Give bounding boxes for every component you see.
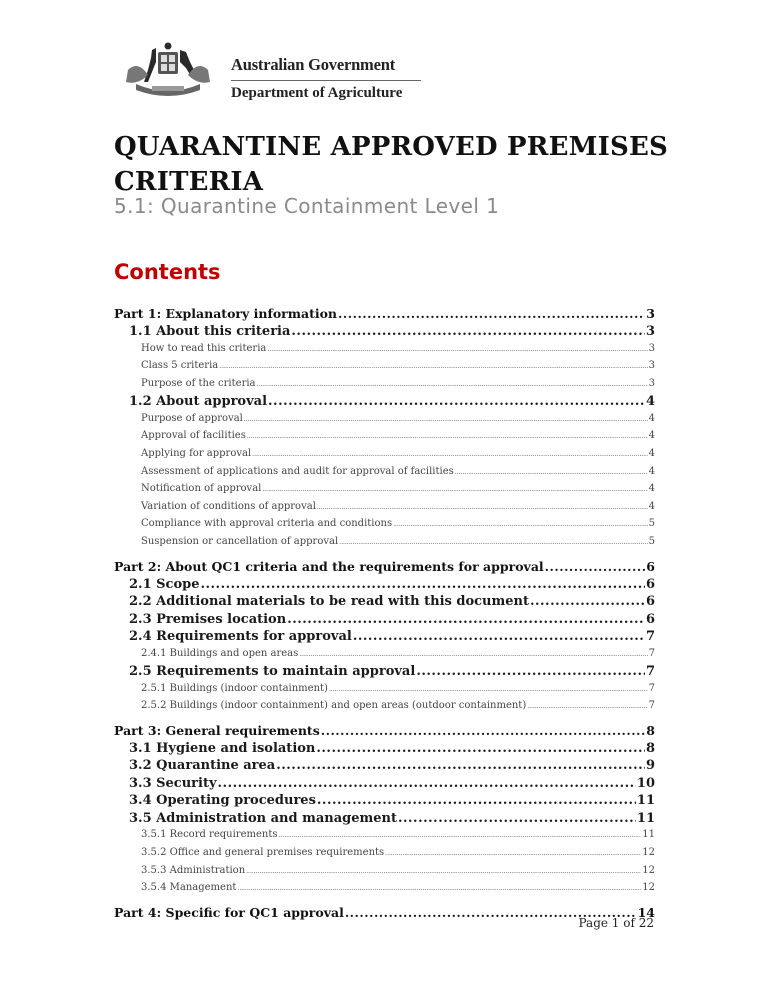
toc-entry-page: 6 (645, 594, 655, 610)
toc-entry-page: 8 (645, 740, 655, 756)
toc-entry[interactable] (114, 628, 655, 646)
toc-entry-page: 11 (636, 793, 655, 809)
toc-entry-label: 3.3 Security (129, 775, 217, 791)
toc-dot-leader (317, 792, 636, 810)
toc-entry-page: 4 (645, 394, 655, 410)
toc-entry-label: 3.5.1 Record requirements (141, 829, 278, 841)
toc-entry[interactable] (114, 358, 655, 376)
toc-dot-leader (276, 757, 645, 775)
department-name: Department of Agriculture (231, 85, 403, 101)
toc-entry-page: 4 (648, 500, 655, 512)
toc-entry[interactable] (114, 681, 655, 699)
toc-entry[interactable] (114, 792, 655, 810)
toc-entry-page: 4 (648, 447, 655, 459)
document-title: QUARANTINE APPROVED PREMISES CRITERIA (114, 132, 668, 197)
toc-entry[interactable] (114, 722, 655, 740)
toc-entry-label: 3.5.2 Office and general premises requirements (141, 846, 385, 858)
toc-dot-leader (267, 341, 647, 359)
toc-entry-page: 11 (642, 829, 655, 841)
toc-entry-label: Class 5 criteria (141, 360, 219, 372)
toc-entry-label: Applying for approval (141, 447, 252, 459)
document-header (113, 40, 413, 104)
toc-dot-leader (385, 845, 641, 863)
toc-entry[interactable] (114, 428, 655, 446)
toc-entry[interactable] (114, 810, 655, 828)
toc-entry[interactable] (114, 576, 655, 594)
toc-entry-page: 9 (645, 758, 655, 774)
toc-entry-label: 2.1 Scope (129, 576, 200, 592)
toc-entry-label: 1.2 About approval (129, 394, 268, 410)
toc-entry-page: 4 (648, 483, 655, 495)
toc-dot-leader (200, 576, 644, 594)
toc-entry[interactable] (114, 481, 655, 499)
toc-entry-page: 6 (646, 558, 655, 574)
page-number: Page 1 of 22 (578, 916, 654, 930)
toc-entry-label: Assessment of applications and audit for approval of facilities (141, 465, 454, 477)
toc-dot-leader (398, 810, 636, 828)
toc-entry-label: Compliance with approval criteria and conditions (141, 518, 393, 530)
toc-dot-leader (393, 516, 648, 534)
toc-entry-page: 7 (648, 682, 655, 694)
toc-entry[interactable] (114, 411, 655, 429)
toc-entry-page: 3 (645, 324, 655, 339)
toc-entry[interactable] (114, 534, 655, 552)
toc-dot-leader (247, 428, 648, 446)
toc-dot-leader (338, 305, 645, 323)
toc-entry-page: 4 (648, 465, 655, 477)
toc-entry-page: 5 (648, 535, 655, 547)
toc-entry[interactable] (114, 904, 655, 922)
coat-of-arms-icon (118, 40, 218, 102)
toc-dot-leader (329, 681, 648, 699)
contents-heading: Contents (114, 260, 221, 284)
toc-entry-page: 5 (648, 518, 655, 530)
toc-entry[interactable] (114, 880, 655, 898)
toc-entry-label: 2.4.1 Buildings and open areas (141, 647, 299, 659)
toc-entry[interactable] (114, 499, 655, 517)
toc-entry-label: Purpose of approval (141, 412, 243, 424)
toc-dot-leader (268, 393, 645, 411)
toc-entry[interactable] (114, 740, 655, 758)
toc-entry[interactable] (114, 775, 655, 793)
toc-entry[interactable] (114, 516, 655, 534)
toc-entry-label: 3.2 Quarantine area (129, 758, 276, 774)
toc-dot-leader (244, 411, 648, 429)
toc-entry-label: 3.4 Operating procedures (129, 793, 316, 809)
toc-entry-label: Part 3: General requirements (114, 722, 320, 738)
toc-dot-leader (321, 722, 646, 740)
toc-entry-page: 8 (646, 722, 655, 738)
toc-dot-leader (316, 740, 645, 758)
toc-entry[interactable] (114, 305, 655, 323)
toc-entry-page: 3 (648, 360, 655, 372)
toc-dot-leader (299, 646, 647, 664)
toc-entry[interactable] (114, 845, 655, 863)
toc-entry-page: 11 (636, 810, 655, 826)
header-divider (231, 80, 421, 81)
toc-entry-page: 7 (648, 647, 655, 659)
toc-dot-leader (278, 827, 641, 845)
toc-dot-leader (219, 358, 647, 376)
toc-dot-leader (545, 558, 646, 576)
toc-dot-leader (246, 863, 641, 881)
toc-entry[interactable] (114, 698, 655, 716)
toc-entry[interactable] (114, 464, 655, 482)
toc-entry-page: 3 (646, 306, 655, 321)
toc-entry-label: 2.4 Requirements for approval (129, 629, 352, 645)
toc-dot-leader (339, 534, 647, 552)
toc-dot-leader (287, 611, 645, 629)
toc-entry-page: 12 (642, 846, 655, 858)
toc-entry-page: 6 (645, 576, 655, 592)
toc-entry[interactable] (114, 446, 655, 464)
toc-entry-label: 2.5.1 Buildings (indoor containment) (141, 682, 328, 694)
toc-entry[interactable] (114, 663, 655, 681)
toc-entry[interactable] (114, 323, 655, 341)
toc-entry-label: Suspension or cancellation of approval (141, 535, 339, 547)
toc-dot-leader (527, 698, 647, 716)
toc-entry-label: 2.5 Requirements to maintain approval (129, 664, 416, 680)
toc-entry-label: 2.2 Additional materials to be read with this document (129, 594, 529, 610)
toc-entry[interactable] (114, 341, 655, 359)
toc-dot-leader (530, 593, 645, 611)
toc-entry-page: 7 (648, 700, 655, 712)
toc-dot-leader (218, 775, 636, 793)
toc-entry-page: 14 (637, 904, 655, 920)
toc-entry-page: 7 (645, 664, 655, 680)
toc-entry-label: 2.3 Premises location (129, 611, 287, 627)
toc-entry[interactable] (114, 646, 655, 664)
toc-entry-label: Part 2: About QC1 criteria and the requirements for approval (114, 558, 544, 574)
toc-dot-leader (262, 481, 647, 499)
toc-entry-label: 3.5 Administration and management (129, 810, 397, 826)
toc-dot-leader (291, 323, 645, 341)
toc-entry-label: 3.1 Hygiene and isolation (129, 740, 316, 756)
toc-entry-label: 3.5.3 Administration (141, 864, 246, 876)
toc-entry-page: 12 (642, 882, 655, 894)
toc-dot-leader (257, 376, 648, 394)
government-name: Australian Government (231, 55, 395, 74)
toc-entry-label: 2.5.2 Buildings (indoor containment) and open areas (outdoor containment) (141, 700, 527, 712)
toc-dot-leader (237, 880, 641, 898)
toc-entry[interactable] (114, 611, 655, 629)
toc-entry[interactable] (114, 757, 655, 775)
toc-entry-label: Notification of approval (141, 483, 262, 495)
toc-dot-leader (252, 446, 647, 464)
toc-entry-label: Variation of conditions of approval (141, 500, 316, 512)
toc-entry-label: Purpose of the criteria (141, 377, 256, 389)
toc-entry-label: 1.1 About this criteria (129, 324, 291, 339)
toc-entry-page: 6 (645, 611, 655, 627)
toc-entry[interactable] (114, 558, 655, 576)
agency-name-block (231, 55, 421, 102)
toc-entry-page: 10 (636, 775, 655, 791)
toc-dot-leader (353, 628, 645, 646)
toc-entry-label: Part 1: Explanatory information (114, 306, 338, 321)
toc-entry-page: 12 (642, 864, 655, 876)
toc-dot-leader (455, 464, 648, 482)
toc-entry[interactable] (114, 863, 655, 881)
toc-entry-label: How to read this criteria (141, 342, 267, 354)
toc-entry[interactable] (114, 393, 655, 411)
toc-entry[interactable] (114, 376, 655, 394)
toc-entry-label: Approval of facilities (141, 430, 246, 442)
toc-entry-page: 7 (645, 629, 655, 645)
toc-dot-leader (317, 499, 648, 517)
table-of-contents (114, 305, 655, 922)
toc-entry[interactable] (114, 827, 655, 845)
toc-entry-label: 3.5.4 Management (141, 882, 237, 894)
toc-entry-label: Part 4: Specific for QC1 approval (114, 904, 344, 920)
toc-entry-page: 3 (648, 377, 655, 389)
toc-entry[interactable] (114, 593, 655, 611)
toc-entry-page: 4 (648, 430, 655, 442)
toc-entry-page: 4 (648, 412, 655, 424)
toc-entry-page: 3 (648, 342, 655, 354)
toc-dot-leader (416, 663, 645, 681)
document-subtitle: 5.1: Quarantine Containment Level 1 (114, 194, 500, 218)
